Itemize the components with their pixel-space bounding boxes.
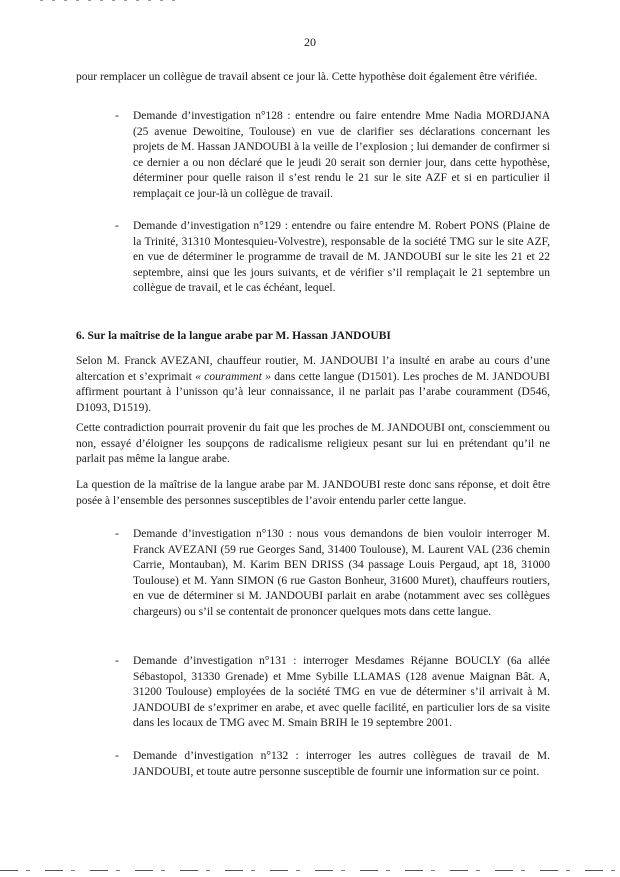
page-number: 20 (304, 35, 316, 49)
intro-paragraph: pour remplacer un collègue de travail absent ce jour là. Cette hypothèse doit également être vérifiée. (76, 71, 538, 83)
request-128: Demande d’investigation n°128 : entendre ou faire entendre Mme Nadia MORDJANA (25 avenue Dewoitine, Toulouse) en vue de clarifier ses déclarations concernant les projets de M. Hassan JANDOUBI à la veille de l’explosion ; lui demander de confirmer si ce dernier a ou non déclaré que le jeudi 20 serait son dernier jour, dans cette hypothèse, déterminer pour quelle raison il s’est rendu le 21 sur le site AZF et si en particulier il remplaçait ce jour-là un collègue de travail. (133, 110, 550, 200)
emphasis-couramment: « couramment » (195, 370, 271, 383)
bullet-marker: - (115, 655, 119, 667)
bullet-marker: - (115, 110, 119, 122)
request-132: Demande d’investigation n°132 : interroger les autres collègues de travail de M. JANDOUBI, et toute autre personne susceptible de fournir une information sur ce point. (133, 750, 550, 778)
request-129: Demande d’investigation n°129 : entendre ou faire entendre M. Robert PONS (Plaine de la Trinité, 31310 Montesquieu-Volvestre), responsable de la société TMG sur le site AZF, en vue de déterminer le programme de travail de M. JANDOUBI sur le site les 21 et 22 septembre, ainsi que les jours suivants, et de vérifier s’il remplaçait le 21 septembre un collègue de travail, et le cas échéant, lequel. (133, 220, 550, 294)
section-heading: 6. Sur la maîtrise de la langue arabe par M. Hassan JANDOUBI (76, 330, 391, 342)
request-131: Demande d’investigation n°131 : interroger Mesdames Réjanne BOUCLY (6a allée Sébastopol, 31330 Grenade) et Mme Sybille LLAMAS (128 avenue Maignan Bât. A, 31200 Toulouse) employées de la société TMG en vue de déterminer s’il arrivait à M. JANDOUBI de s’exprimer en arabe, et avec quelle facilité, en particulier lors de sa visite dans les locaux de TMG avec M. Smain BRIH le 19 septembre 2001. (133, 655, 550, 729)
paragraph-3: La question de la maîtrise de la langue arabe par M. JANDOUBI reste donc sans réponse, et doit être posée à l’ensemble des personnes susceptibles de l’avoir entendu parler cette langue. (76, 479, 550, 507)
bullet-marker: - (115, 220, 119, 232)
scan-artifact-top (40, 0, 180, 1)
bullet-marker: - (115, 528, 119, 540)
paragraph-2: Cette contradiction pourrait provenir du fait que les proches de M. JANDOUBI ont, consciemment ou non, essayé d’éloigner les soupçons de radicalisme religieux pesant sur lui en prétendant qu’il ne parlait pas même la langue arabe. (76, 422, 550, 465)
paragraph-1-start: Selon M. Franck AVEZANI, chauffeur routier, M. JANDOUBI l’a insulté en arabe au cours d’une altercation et s’exprimait (76, 355, 550, 383)
paragraph-1-end: dans cette langue (D1501). Les proches de M. JANDOUBI affirment pourtant à l’unisson qu’à leur connaissance, il ne parlait pas l’arabe couramment (D546, D1093, D1519). (76, 370, 551, 414)
request-130: Demande d’investigation n°130 : nous vous demandons de bien vouloir interroger M. Franck AVEZANI (59 rue Georges Sand, 31400 Toulouse), M. Laurent VAL (236 chemin Carrie, Montauban), M. Karim BEN DRISS (34 passage Louis Pergaud, apt 18, 31000 Toulouse) et M. Yann SIMON (6 rue Gaston Bonheur, 31600 Muret), chauffeurs routiers, en vue de déterminer si M. JANDOUBI parlait en arabe (notamment avec ses collègues chargeurs) ou s’il se contentait de prononcer quelques mots dans cette langue. (133, 528, 550, 618)
bullet-marker: - (115, 750, 119, 762)
paragraph-1 (76, 354, 550, 416)
scan-artifact-bottom (0, 870, 620, 871)
